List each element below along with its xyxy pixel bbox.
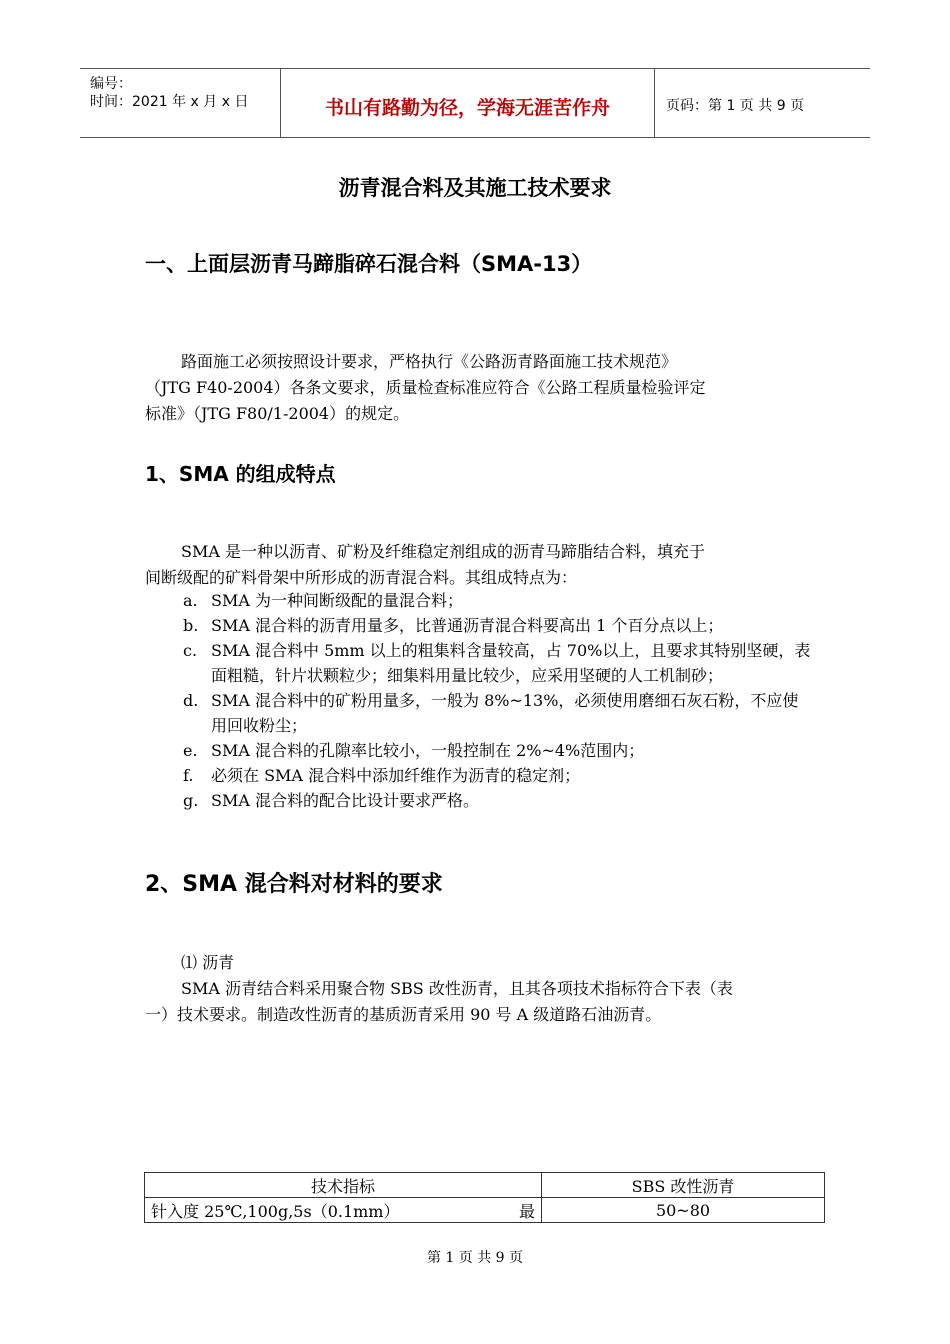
header-table <box>80 68 870 138</box>
list-item: c. SMA 混合料中 5mm 以上的粗集料含量较高，占 70%以上，且要求其特别坚硬，表面粗糙，针片状颗粒少；细集料用量比较少，应采用坚硬的人工机制砂； <box>183 641 811 685</box>
intro-line: 标准》（JTG F80/1-2004）的规定。 <box>145 404 410 423</box>
page-footer: 第 1 页 共 9 页 <box>426 1250 524 1266</box>
asphalt-line: 一）技术要求。制造改性沥青的基质沥青采用 90 号 A 级道路石油沥青。 <box>145 1005 662 1024</box>
asphalt-line: SMA 沥青结合料采用聚合物 SBS 改性沥青，且其各项技术指标符合下表（表 <box>181 979 733 998</box>
sub1-heading: 1、SMA 的组成特点 <box>145 462 336 486</box>
spec-table <box>144 1172 825 1223</box>
features-list <box>183 588 813 813</box>
list-item: f. 必须在 SMA 混合料中添加纤维作为沥青的稳定剂； <box>183 766 581 785</box>
row-suffix: 最 <box>518 1201 535 1221</box>
sub2-heading: 2、SMA 混合料对材料的要求 <box>145 872 443 897</box>
motto: 书山有路勤为径，学海无涯苦作舟 <box>324 97 610 119</box>
table-cell: 50~80 <box>542 1198 825 1223</box>
list-item: g. SMA 混合料的配合比设计要求严格。 <box>183 791 479 810</box>
time-label: 时间：2021 年 x 月 x 日 <box>90 94 249 110</box>
sma-paragraph <box>145 539 810 591</box>
table-header-cell: 技术指标 <box>145 1173 542 1198</box>
table-cell <box>145 1198 542 1223</box>
doc-title: 沥青混合料及其施工技术要求 <box>338 176 612 200</box>
list-item: e. SMA 混合料的孔隙率比较小，一般控制在 2%~4%范围内； <box>183 741 645 760</box>
table-row <box>145 1173 825 1198</box>
item-label: ⑴ 沥青 <box>181 953 235 972</box>
intro-paragraph <box>145 349 810 427</box>
list-item: a. SMA 为一种间断级配的量混合料； <box>183 591 463 610</box>
sma-line: 间断级配的矿料骨架中所形成的沥青混合料。其组成特点为： <box>145 568 578 587</box>
sma-line: SMA 是一种以沥青、矿粉及纤维稳定剂组成的沥青马蹄脂结合料，填充于 <box>181 542 705 561</box>
list-item: d. SMA 混合料中的矿粉用量多，一般为 8%~13%，必须使用磨细石灰石粉，不应使用回收粉尘； <box>183 691 799 735</box>
asphalt-paragraph <box>145 950 810 1028</box>
table-row <box>145 1198 825 1223</box>
intro-line: （JTG F40-2004）各条文要求，质量检查标准应符合《公路工程质量检验评定 <box>145 378 706 397</box>
row-label: 针入度 25℃,100g,5s（0.1mm） <box>151 1201 400 1221</box>
table-header-cell: SBS 改性沥青 <box>542 1173 825 1198</box>
page-label: 页码：第 1 页 共 9 页 <box>666 98 805 114</box>
intro-line: 路面施工必须按照设计要求，严格执行《公路沥青路面施工技术规范》 <box>181 352 678 371</box>
list-item: b. SMA 混合料的沥青用量多，比普通沥青混合料要高出 1 个百分点以上； <box>183 616 724 635</box>
serial-label: 编号： <box>90 76 132 92</box>
header-info-cell <box>80 69 281 137</box>
section1-heading: 一、上面层沥青马蹄脂碎石混合料（SMA-13） <box>145 252 593 276</box>
header-motto-cell <box>281 69 655 137</box>
